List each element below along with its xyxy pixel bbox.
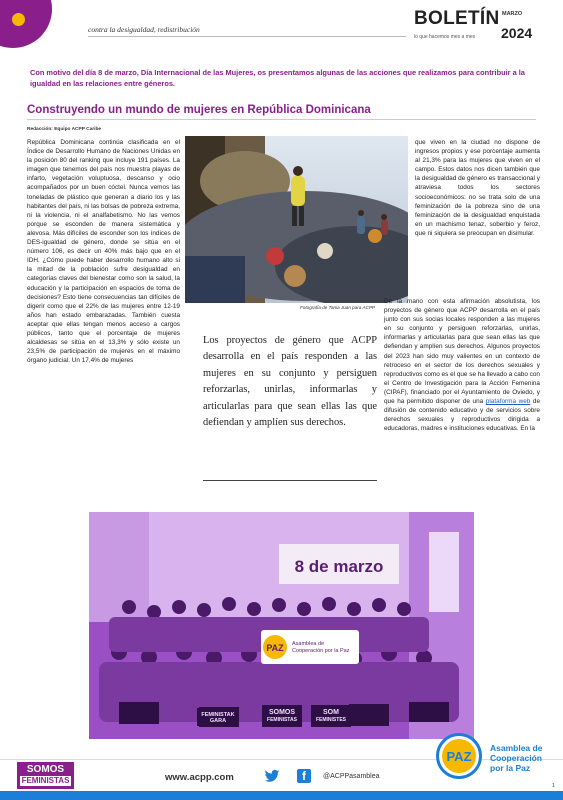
pull-quote: Los proyectos de género que ACPP desarrolla en el país responden a las mujeres en su conjunto y persiguen reforzarlas, unirlas, informarlas y articularlas para que sean ellas las que defiendan y amplíen sus derechos. [203,335,377,429]
paz-logo [436,733,482,779]
column-3-text-start: De la mano con esta afirmación absolutista, los proyectos de género que ACPP desarrolla en el país junto con sus socias locales responden a las mujeres en su conjunto y persiguen reforzarlas, unirlas, informarlas y articularlas para que sean ellas las que defiendan y amplíen sus derechos. Algunos proyectos del 2023 han sido muy valientes en un contexto de retroceso en el sector de los derechos sexuales y reproductivos como es el que se ha llevado a cabo con el Centro de Investigación para la Acción Femenina (CIPAF), financiado por el Ayuntamiento de Oviedo, y que ha permitido disponer de una [384,298,540,406]
article-title: Construyendo un mundo de mujeres en República Dominicana [27,104,371,116]
org-name-line-2: Cooperación [490,753,542,763]
twitter-icon[interactable] [264,768,280,784]
badge-top-text: SOMOS [26,764,65,775]
org-name-line-1: Asamblea de [490,743,543,753]
group-logo-text: PAZ [266,643,284,653]
article-title-divider [27,119,536,120]
header-dot-decoration [12,13,25,26]
footer-blue-band [0,791,563,800]
article-column-3: que viven en la ciudad no dispone de ingresos propios y ese porcentaje aumenta al 21,3% para las mujeres que viven en el campo. Estos datos nos dicen también que la desigualdad de género es transaccional y atraviesa todos los sectores socioeconómicos: no se trata solo de una feminización de la pobreza sino de una feminización de la desigualdad enquistada en un machismo tenaz, soberbio y feroz, que ni siquiera se preocupan en disimular. [415,139,540,237]
web-platform-link[interactable]: plataforma web [485,398,531,406]
page-number: 1 [552,783,555,789]
badge-bottom-text: FEMINISTAS [21,776,70,785]
sign-som: SOM FEMINISTES [315,709,347,723]
sign-somos: SOMOS FEMINISTAS [267,709,297,723]
paz-logo-text: PAZ [446,749,472,764]
photo-caption: Fotografía de Tania Juan para ACPP [300,305,375,310]
article-column-3-continued [384,297,540,433]
sign-feministak: FEMINISTAK GARA [201,712,235,724]
newsletter-title: BOLETÍN [414,8,500,29]
website-link[interactable]: www.acpp.com [165,772,234,783]
somos-feministas-badge [17,762,74,789]
newsletter-month: MARZO [502,11,523,17]
header-circle-decoration [0,0,52,48]
column-3-text-end: de difusión de contenido educativo y de servicios sobre derechos sexuales y reproductivos dirigida a educadoras, madres e instituciones educativas. En la [384,398,540,433]
facebook-icon[interactable]: f [297,769,311,783]
group-logo-caption: Asamblea de Cooperación por la Paz [292,641,350,654]
social-handle-link[interactable]: @ACPPasamblea [323,773,380,780]
header-slogan: contra la desigualdad, redistribución [88,25,200,34]
header-divider [88,36,406,37]
newsletter-tagline: lo que hacemos mes a mes [414,34,476,40]
intro-text: Con motivo del día 8 de marzo, Día Internacional de las Mujeres, os presentamos algunas de las acciones que realizamos para contribuir a la igualdad en las relaciones entre géneros. [30,68,525,88]
banner-text: 8 de marzo [294,557,384,576]
pull-quote-underline [203,480,377,481]
article-column-1: República Dominicana continúa clasificada en el Índice de Desarrollo Humano de Naciones Unidas en la posición 80 del ranking que incluye 191 países. La imagen que tenemos del país nos muestra playas de infarto, vegetación voluptuosa, descanso y ocio acompañados por un buen cóctel. Nunca vemos las toneladas de plástico que generan a diario los y las habitantes del país, ni las bolsas de pobreza extrema, ni la violencia, ni el analfabetismo. No las vemos porque se esconden de manera sistemática y alevosa. Más difíciles de esconder son los índices de DES-igualdad de género, donde se sitúa en el número 106, es decir un 40% más bajo que en el IDH. ¿Cómo puede haber desarrollo humano alto si la mitad de la población sufre desigualdad en categorías claves del bienestar como son la salud, la educación y la participación en espacios de toma de decisiones? Esto tiene consecuencias tan difíciles de digerir como que el 22% de las mujeres entre 12-19 años han estado embarazadas. También cuesta aceptar que ellas tengan menos acceso a cargos públicos, tanto que el porcentaje de mujeres alcaldesas se sitúa en el 13,3% y sólo existe un 23,5% de participación de mujeres en el máximo órgano judicial. Un 17,4% de mujeres [27,139,180,365]
org-name-line-3: por la Paz [490,763,531,773]
newsletter-year: 2024 [501,25,533,41]
org-name [490,743,542,773]
article-byline: Redacción: Equipo ACPP Caribe [27,127,102,132]
group-photo [89,512,474,739]
article-photo [185,136,408,303]
